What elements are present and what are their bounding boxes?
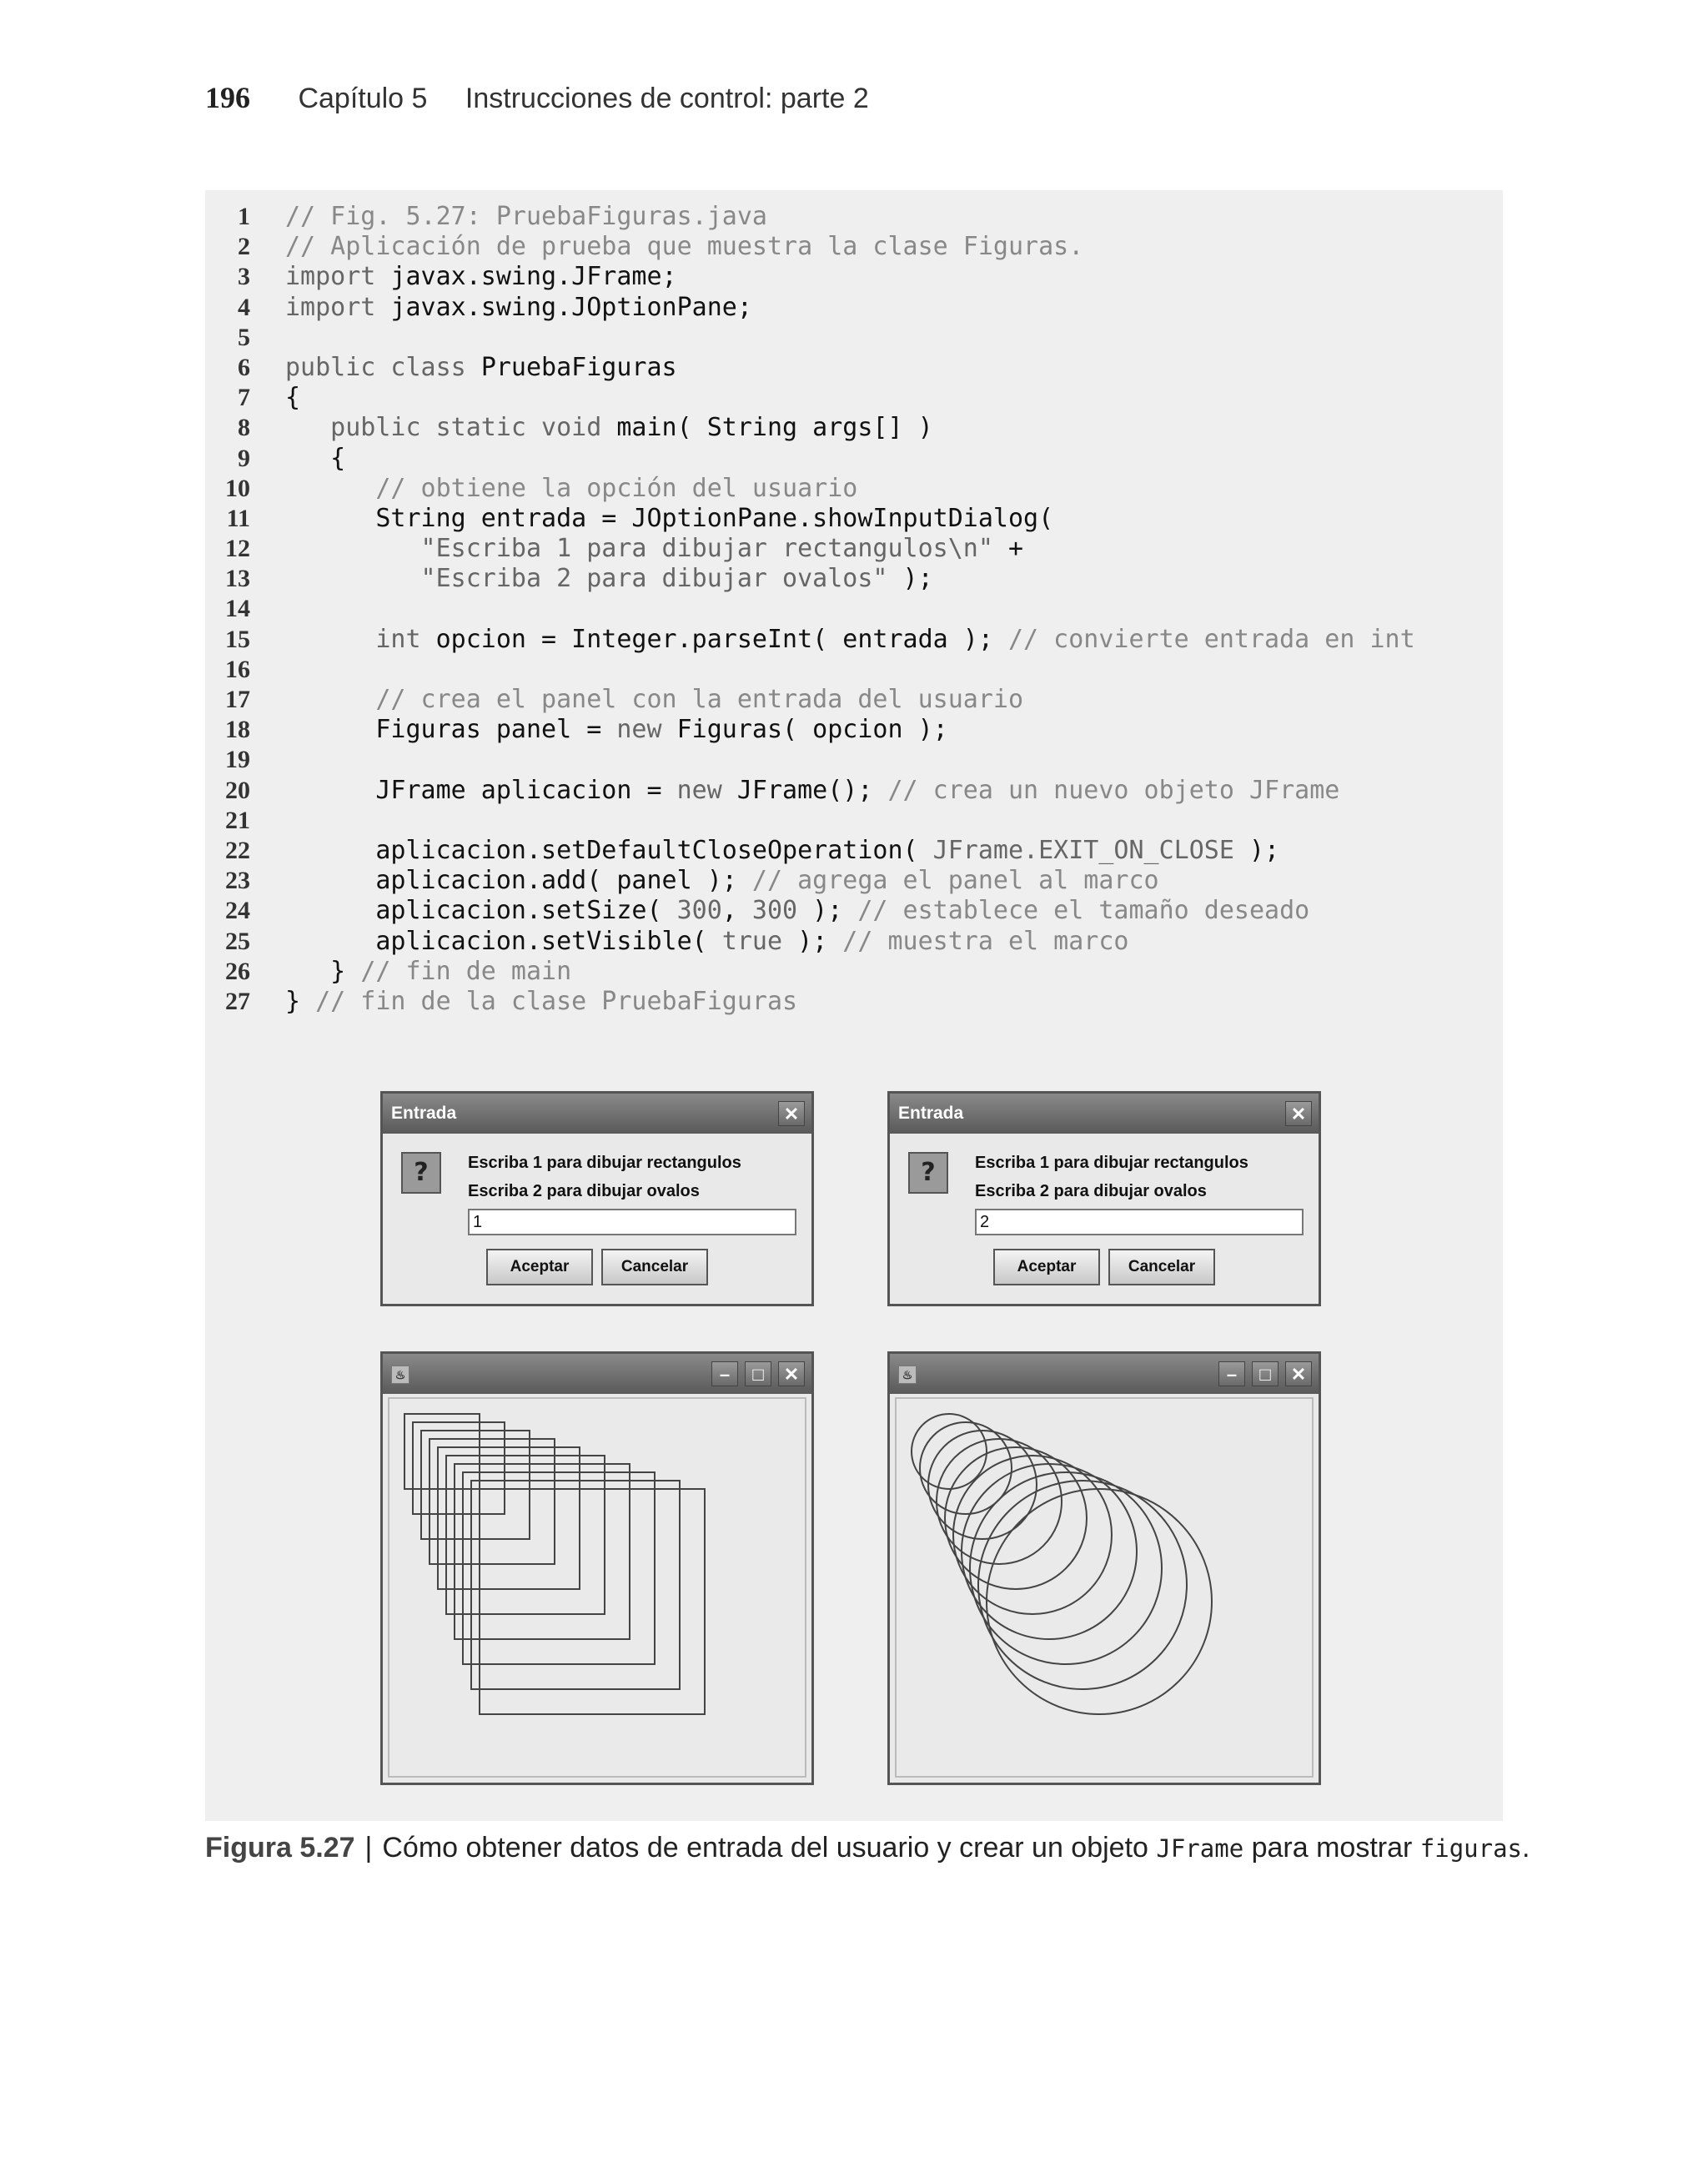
line-number: 24 <box>225 897 250 925</box>
line-number: 25 <box>225 927 250 955</box>
code-token: ); <box>797 926 843 956</box>
code-token: 300 <box>751 896 813 926</box>
code-token: // Fig. 5.27: PruebaFiguras.java <box>285 202 767 231</box>
caption-code-1: JFrame <box>1156 1834 1244 1863</box>
drawn-rectangle <box>438 1447 580 1589</box>
code-text <box>285 866 1159 896</box>
code-line <box>205 836 1503 866</box>
ovals-drawing <box>897 1399 1315 1781</box>
code-text <box>285 232 1083 262</box>
code-token: new <box>676 775 737 805</box>
code-token: // fin de main <box>360 956 572 986</box>
code-text <box>285 262 677 292</box>
code-token: new <box>616 715 677 745</box>
code-text <box>285 776 1339 806</box>
code-text <box>285 957 571 987</box>
line-number: 5 <box>238 323 250 351</box>
code-token: // crea el panel con la entrada del usuario <box>285 685 1024 714</box>
code-token: // fin de la clase PruebaFiguras <box>315 986 798 1016</box>
code-text <box>285 715 948 745</box>
minimize-icon[interactable]: – <box>711 1361 738 1386</box>
code-token: int <box>285 624 436 654</box>
line-number: 9 <box>238 444 250 472</box>
code-token: } <box>285 986 316 1016</box>
code-text <box>285 353 677 383</box>
drawn-rectangle <box>413 1422 505 1514</box>
code-line <box>205 776 1503 806</box>
code-text <box>285 413 933 443</box>
question-icon: ? <box>401 1152 441 1194</box>
code-line <box>205 564 1503 594</box>
line-number: 22 <box>225 836 250 864</box>
dialog-message-line-1: Escriba 1 para dibujar rectangulos <box>468 1154 741 1172</box>
code-token: ); <box>902 564 933 594</box>
code-text <box>285 504 1053 534</box>
caption-code-2: figuras <box>1419 1834 1522 1863</box>
figure-caption <box>205 1832 1530 1864</box>
code-token: , <box>721 896 752 926</box>
drawn-rectangle <box>446 1456 605 1614</box>
accept-button[interactable]: Aceptar <box>993 1249 1100 1285</box>
line-number: 7 <box>238 384 250 412</box>
code-line <box>205 594 1503 624</box>
code-token: opcion = Integer.parseInt( entrada ); <box>435 624 1008 654</box>
close-icon[interactable]: ✕ <box>778 1101 805 1126</box>
code-line <box>205 655 1503 685</box>
code-token: public static void <box>285 413 617 443</box>
frame-titlebar[interactable] <box>383 1354 811 1394</box>
java-app-icon: ♨ <box>391 1366 409 1384</box>
code-token: javax.swing.JFrame; <box>390 262 677 292</box>
code-line <box>205 745 1503 775</box>
code-token: JFrame(); <box>736 775 888 805</box>
code-text <box>285 896 1309 926</box>
line-number: 20 <box>225 776 250 804</box>
code-token: aplicacion.setVisible( <box>285 926 722 956</box>
dialog-message-line-2: Escriba 2 para dibujar ovalos <box>975 1182 1207 1200</box>
java-app-icon: ♨ <box>898 1366 917 1384</box>
code-token: main( String args[] ) <box>616 413 933 443</box>
code-line <box>205 504 1503 534</box>
caption-separator: | <box>364 1832 373 1864</box>
code-token: { <box>285 383 301 413</box>
code-token: aplicacion.setSize( <box>285 896 677 926</box>
code-line <box>205 957 1503 987</box>
code-token: true <box>721 926 798 956</box>
drawn-oval <box>978 1481 1187 1689</box>
code-token: // establece el tamaño deseado <box>857 896 1310 926</box>
code-token: Figuras panel = <box>285 715 617 745</box>
code-line <box>205 685 1503 715</box>
code-token: public class <box>285 352 481 382</box>
code-token: // agrega el panel al marco <box>751 866 1159 896</box>
code-text <box>285 202 767 232</box>
code-token: // obtiene la opción del usuario <box>285 473 858 503</box>
question-icon: ? <box>908 1152 948 1194</box>
code-text <box>285 685 1023 715</box>
code-line <box>205 987 1503 1017</box>
code-token: Figuras( opcion ); <box>676 715 948 745</box>
dialog-titlebar[interactable] <box>383 1094 811 1134</box>
code-token: aplicacion.add( panel ); <box>285 866 752 896</box>
dialog-input-field[interactable]: 2 <box>975 1209 1304 1235</box>
line-number: 21 <box>225 806 250 834</box>
line-number: 26 <box>225 957 250 985</box>
code-line <box>205 625 1503 655</box>
chapter-title: Instrucciones de control: parte 2 <box>465 83 869 114</box>
line-number: 3 <box>238 263 250 291</box>
code-text <box>285 625 1415 655</box>
code-token: } <box>285 956 361 986</box>
accept-button[interactable]: Aceptar <box>486 1249 593 1285</box>
drawn-oval <box>945 1447 1087 1589</box>
code-token: javax.swing.JOptionPane; <box>390 292 752 322</box>
code-line <box>205 383 1503 413</box>
input-dialog-2 <box>887 1091 1321 1306</box>
code-listing <box>205 190 1503 1821</box>
ovals-frame <box>887 1351 1321 1785</box>
code-lines <box>205 202 1503 1017</box>
code-line <box>205 715 1503 745</box>
code-line <box>205 293 1503 323</box>
code-token: // Aplicación de prueba que muestra la clase Figuras. <box>285 232 1084 262</box>
maximize-icon[interactable]: □ <box>1252 1361 1278 1386</box>
drawn-rectangle <box>480 1489 705 1714</box>
code-line <box>205 866 1503 896</box>
code-token: String entrada = JOptionPane.showInputDialog( <box>285 503 1054 533</box>
caption-text-1: Cómo obtener datos de entrada del usuario y crear un objeto <box>382 1832 1157 1864</box>
page-header <box>205 80 869 115</box>
code-token: // convierte entrada en int <box>1007 624 1415 654</box>
minimize-icon[interactable]: – <box>1218 1361 1245 1386</box>
cancel-button[interactable]: Cancelar <box>1108 1249 1215 1285</box>
frame-titlebar[interactable] <box>890 1354 1319 1394</box>
drawn-rectangle <box>463 1472 655 1664</box>
code-line <box>205 202 1503 232</box>
code-token: + <box>1007 534 1024 564</box>
line-number: 15 <box>225 625 250 653</box>
cancel-button[interactable]: Cancelar <box>601 1249 708 1285</box>
code-line <box>205 232 1503 262</box>
dialog-input-field[interactable]: 1 <box>468 1209 796 1235</box>
code-token: PruebaFiguras <box>480 352 677 382</box>
drawn-rectangle <box>471 1481 680 1689</box>
code-token: import <box>285 292 391 322</box>
code-text <box>285 564 933 594</box>
line-number: 16 <box>225 655 250 683</box>
line-number: 2 <box>238 233 250 261</box>
drawn-rectangle <box>404 1414 480 1489</box>
input-dialog-1 <box>380 1091 814 1306</box>
code-line <box>205 896 1503 926</box>
line-number: 12 <box>225 535 250 563</box>
code-token: JFrame aplicacion = <box>285 775 677 805</box>
code-token: // crea un nuevo objeto JFrame <box>887 775 1340 805</box>
code-token: aplicacion.setDefaultCloseOperation( <box>285 835 933 865</box>
code-token: "Escriba 2 para dibujar ovalos" <box>285 564 903 594</box>
dialog-message-line-2: Escriba 2 para dibujar ovalos <box>468 1182 700 1200</box>
code-line <box>205 262 1503 292</box>
code-token: ); <box>1248 835 1280 865</box>
line-number: 6 <box>238 353 250 381</box>
line-number: 11 <box>226 504 250 532</box>
rectangles-drawing <box>389 1399 808 1781</box>
code-token: { <box>285 443 346 473</box>
line-number: 14 <box>225 595 250 623</box>
code-token: ); <box>812 896 858 926</box>
line-number: 23 <box>225 867 250 895</box>
code-token: JFrame.EXIT_ON_CLOSE <box>932 835 1249 865</box>
page-number: 196 <box>205 81 250 114</box>
code-text <box>285 987 797 1017</box>
code-token: import <box>285 262 391 292</box>
rectangles-panel <box>388 1397 806 1778</box>
code-text <box>285 383 300 413</box>
drawn-rectangle <box>430 1439 555 1564</box>
dialog-titlebar[interactable] <box>890 1094 1319 1134</box>
caption-text-2: para mostrar <box>1243 1832 1420 1864</box>
code-text <box>285 293 752 323</box>
dialog-title: Entrada <box>898 1104 964 1123</box>
line-number: 1 <box>238 203 250 230</box>
maximize-icon[interactable]: □ <box>745 1361 771 1386</box>
code-text <box>285 927 1128 957</box>
line-number: 10 <box>225 474 250 502</box>
dialog-message-line-1: Escriba 1 para dibujar rectangulos <box>975 1154 1248 1172</box>
line-number: 19 <box>225 746 250 774</box>
caption-text-3: . <box>1522 1832 1530 1864</box>
code-text <box>285 836 1279 866</box>
code-line <box>205 806 1503 836</box>
close-icon[interactable]: ✕ <box>778 1361 805 1386</box>
dialog-title: Entrada <box>391 1104 457 1123</box>
code-line <box>205 534 1503 564</box>
code-line <box>205 474 1503 504</box>
drawn-oval <box>937 1439 1062 1564</box>
caption-label: Figura 5.27 <box>205 1832 355 1864</box>
code-text <box>285 474 857 504</box>
code-line <box>205 444 1503 474</box>
line-number: 17 <box>225 686 250 713</box>
drawn-rectangle <box>455 1464 630 1639</box>
line-number: 18 <box>225 716 250 744</box>
drawn-oval <box>953 1456 1112 1614</box>
code-line <box>205 353 1503 383</box>
code-line <box>205 413 1503 443</box>
line-number: 27 <box>225 987 250 1015</box>
rectangles-frame <box>380 1351 814 1785</box>
line-number: 13 <box>225 565 250 593</box>
chapter-label: Capítulo 5 <box>298 83 428 114</box>
code-token: // muestra el marco <box>842 926 1129 956</box>
close-icon[interactable]: ✕ <box>1285 1101 1312 1126</box>
code-line <box>205 323 1503 353</box>
line-number: 8 <box>238 414 250 442</box>
code-text <box>285 444 345 474</box>
code-token: "Escriba 1 para dibujar rectangulos\n" <box>285 534 1008 564</box>
code-line <box>205 927 1503 957</box>
close-icon[interactable]: ✕ <box>1285 1361 1312 1386</box>
code-token: 300 <box>676 896 722 926</box>
ovals-panel <box>895 1397 1314 1778</box>
line-number: 4 <box>238 293 250 321</box>
code-text <box>285 534 1023 564</box>
